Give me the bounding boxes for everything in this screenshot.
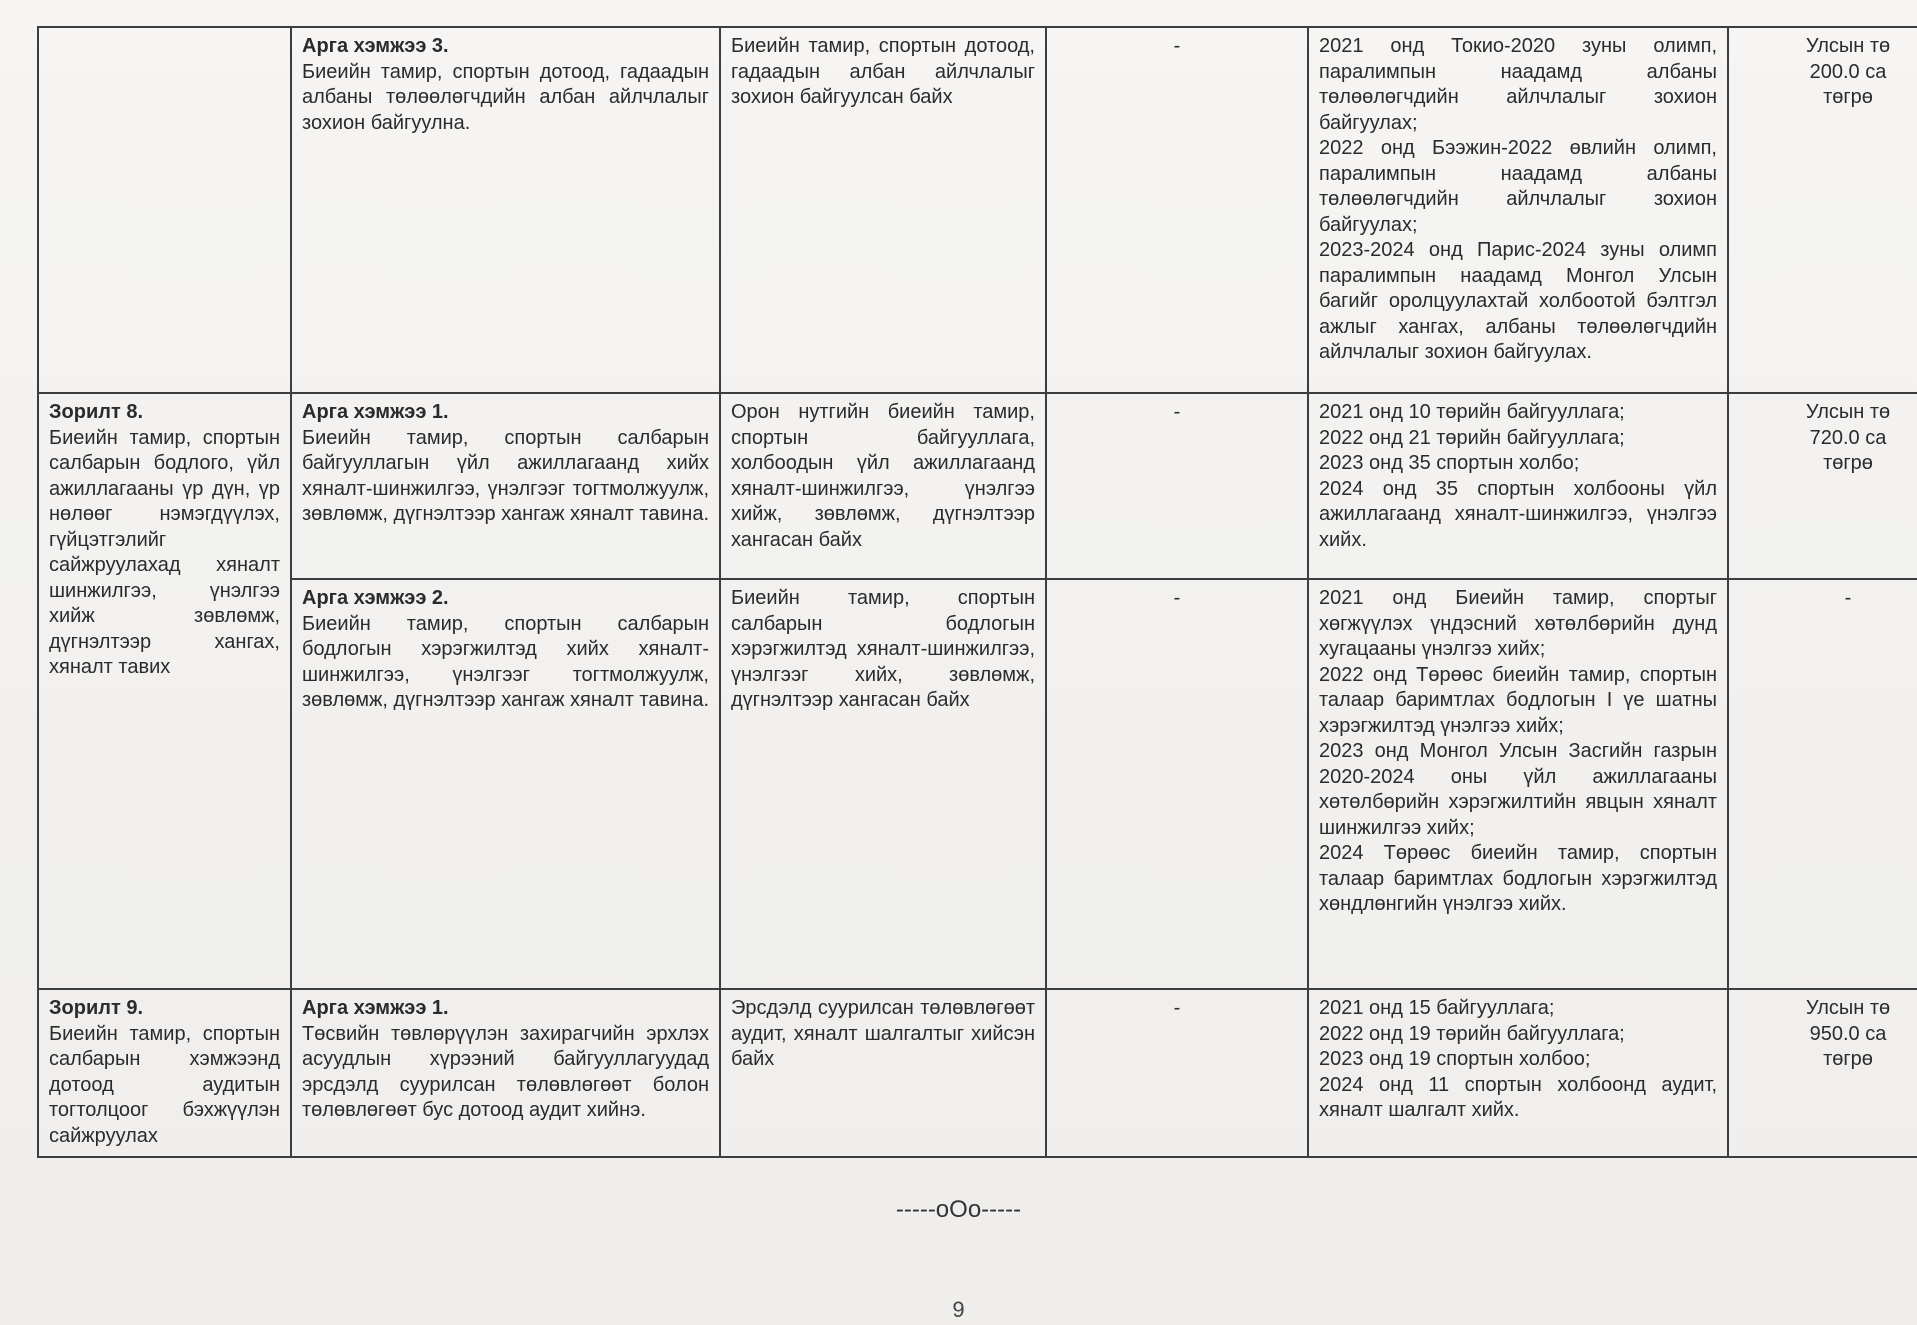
goal-title: Зорилт 9. <box>49 997 143 1019</box>
target-item: 2021 онд Биеийн тамир, спортыг хөгжүүлэх үндэсний хөтөлбөрийн дунд хугацааны үнэлгээ хийх; <box>1319 587 1717 660</box>
target-item: 2022 онд 21 төрийн байгууллага; <box>1319 426 1625 449</box>
goal-cell <box>38 27 291 393</box>
target-item: 2023 онд Монгол Улсын Засгийн газрын 2020-2024 оны үйл ажиллагааны хөтөлбөрийн хэрэгжилтийн явцын хяналт шинжилгээ хийх; <box>1319 740 1717 839</box>
goal-cell <box>38 989 291 1157</box>
target-item: 2021 онд Токио-2020 зуны олимп, паралимпын наадамд албаны төлөөлөгчдийн айлчлалыг зохион байгуулах; <box>1319 35 1717 134</box>
criteria-text: Биеийн тамир, спортын дотоод, гадаадын албан айлчлалыг зохион байгуулсан байх <box>731 35 1035 108</box>
budget-line: төгрө <box>1823 86 1873 108</box>
budget-cell <box>1728 393 1917 579</box>
measure-text: Биеийн тамир, спортын салбарын бодлогын хэрэгжилтэд хийх хяналт-шинжилгээ, үнэлгээг тогтмолжуулж, зөвлөмж, дүгнэлтээр хангаж хяналт тавина. <box>302 612 710 711</box>
measure-text: Төсвийн төвлөрүүлэн захирагчийн эрхлэх асуудлын хүрээний байгууллагуудад эрсдэлд суурилсан төлөвлөгөөт болон төлөвлөгөөт бус дотоод аудит хийнэ. <box>302 1022 709 1121</box>
goal-title: Зорилт 8. <box>49 401 143 423</box>
target-item: 2024 Төрөөс биеийн тамир, спортын талаар баримтлах бодлогын хэрэгжилтэд хөндлөнгийн үнэлгээ хийх. <box>1319 842 1717 915</box>
target-item: 2021 онд 15 байгууллага; <box>1319 997 1555 1019</box>
target-item: 2022 онд Бээжин-2022 өвлийн олимп, паралимпын наадамд албаны төлөөлөгчдийн айлчлалыг зохион байгуулах; <box>1319 137 1717 236</box>
baseline-cell <box>1046 579 1308 989</box>
baseline-value: - <box>1173 587 1181 609</box>
budget-cell <box>1728 27 1917 393</box>
measure-cell <box>291 27 720 393</box>
measure-title: Арга хэмжээ 2. <box>302 587 449 609</box>
measure-cell <box>291 989 720 1157</box>
measure-title: Арга хэмжээ 3. <box>302 35 449 57</box>
target-cell <box>1308 27 1728 393</box>
measure-title: Арга хэмжээ 1. <box>302 997 449 1019</box>
measure-text: Биеийн тамир, спортын дотоод, гадаадын албаны төлөөлөгчдийн албан айлчлалыг зохион байгуулна. <box>302 60 709 134</box>
budget-line: Улсын тө <box>1805 997 1891 1019</box>
criteria-text: Биеийн тамир, спортын салбарын бодлогын хэрэгжилтэд хяналт-шинжилгээ, үнэлгээг хийх, зөвлөмж, дүгнэлтээр хангасан байх <box>731 587 1035 711</box>
table-row <box>38 989 1917 1157</box>
budget-line: Улсын тө <box>1805 401 1891 423</box>
goal-text: Биеийн тамир, спортын салбарын хэмжээнд дотоод аудитын тогтолцоог бэхжүүлэн сайжруулах <box>49 1022 280 1147</box>
action-plan-table <box>37 26 1917 1158</box>
table-row <box>38 579 1917 989</box>
budget-line: Улсын тө <box>1805 35 1891 57</box>
measure-title: Арга хэмжээ 1. <box>302 401 449 423</box>
criteria-cell <box>720 989 1046 1157</box>
table-row <box>38 27 1917 393</box>
baseline-cell <box>1046 989 1308 1157</box>
page-number: 9 <box>952 1297 965 1322</box>
budget-line: - <box>1844 587 1852 609</box>
baseline-value: - <box>1173 401 1181 423</box>
baseline-cell <box>1046 393 1308 579</box>
budget-line: 720.0 са <box>1809 426 1887 449</box>
table-row <box>38 393 1917 579</box>
criteria-text: Орон нутгийн биеийн тамир, спортын байгууллага, холбоодын үйл ажиллагаанд хяналт-шинжилгээ, үнэлгээ хийж, зөвлөмж, дүгнэлтээр хангасан байх <box>731 401 1035 551</box>
criteria-text: Эрсдэлд суурилсан төлөвлөгөөт аудит, хяналт шалгалтыг хийсэн байх <box>731 997 1035 1070</box>
target-cell <box>1308 579 1728 989</box>
target-item: 2022 онд 19 төрийн байгууллага; <box>1319 1022 1625 1045</box>
budget-line: 950.0 са <box>1809 1022 1887 1045</box>
measure-cell <box>291 393 720 579</box>
target-item: 2024 онд 35 спортын холбооны үйл ажиллагаанд хяналт-шинжилгээ, үнэлгээ хийх. <box>1319 477 1717 551</box>
target-item: 2023 онд 35 спортын холбо; <box>1319 452 1580 474</box>
target-item: 2021 онд 10 төрийн байгууллага; <box>1319 401 1625 423</box>
budget-cell <box>1728 989 1917 1157</box>
target-item: 2023-2024 онд Парис-2024 зуны олимп паралимпын наадамд Монгол Улсын багийг оролцуулахтай холбоотой бэлтгэл ажлыг хангах, албаны төлөөлөгчдийн айлчлалыг зохион байгуулах. <box>1319 239 1717 363</box>
budget-line: төгрө <box>1823 452 1873 474</box>
budget-cell <box>1728 579 1917 989</box>
end-separator: -----oOo----- <box>895 1196 1022 1223</box>
criteria-cell <box>720 579 1046 989</box>
baseline-cell <box>1046 27 1308 393</box>
criteria-cell <box>720 27 1046 393</box>
criteria-cell <box>720 393 1046 579</box>
baseline-value: - <box>1173 35 1181 57</box>
target-item: 2023 онд 19 спортын холбоо; <box>1319 1048 1591 1070</box>
baseline-value: - <box>1173 997 1181 1019</box>
target-item: 2024 онд 11 спортын холбоонд аудит, хяналт шалгалт хийх. <box>1319 1073 1717 1121</box>
goal-cell <box>38 393 291 989</box>
measure-text: Биеийн тамир, спортын салбарын байгууллагын үйл ажиллагаанд хийх хяналт-шинжилгээ, үнэлгээг тогтмолжуулж, зөвлөмж, дүгнэлтээр хангаж хяналт тавина. <box>302 426 710 525</box>
target-item: 2022 онд Төрөөс биеийн тамир, спортын талаар баримтлах бодлогын I үе шатны хэрэгжилтэд үнэлгээ хийх; <box>1319 663 1717 737</box>
target-cell <box>1308 393 1728 579</box>
target-cell <box>1308 989 1728 1157</box>
measure-cell <box>291 579 720 989</box>
budget-line: төгрө <box>1823 1048 1873 1070</box>
budget-line: 200.0 са <box>1809 60 1887 83</box>
goal-text: Биеийн тамир, спортын салбарын бодлого, үйл ажиллагааны үр дүн, үр нөлөөг нэмэгдүүлэх, гүйцэтгэлийг сайжруулахад хяналт шинжилгээ, үнэлгээ хийж зөвлөмж, дүгнэлтээр хангах, хяналт тавих <box>49 426 280 678</box>
